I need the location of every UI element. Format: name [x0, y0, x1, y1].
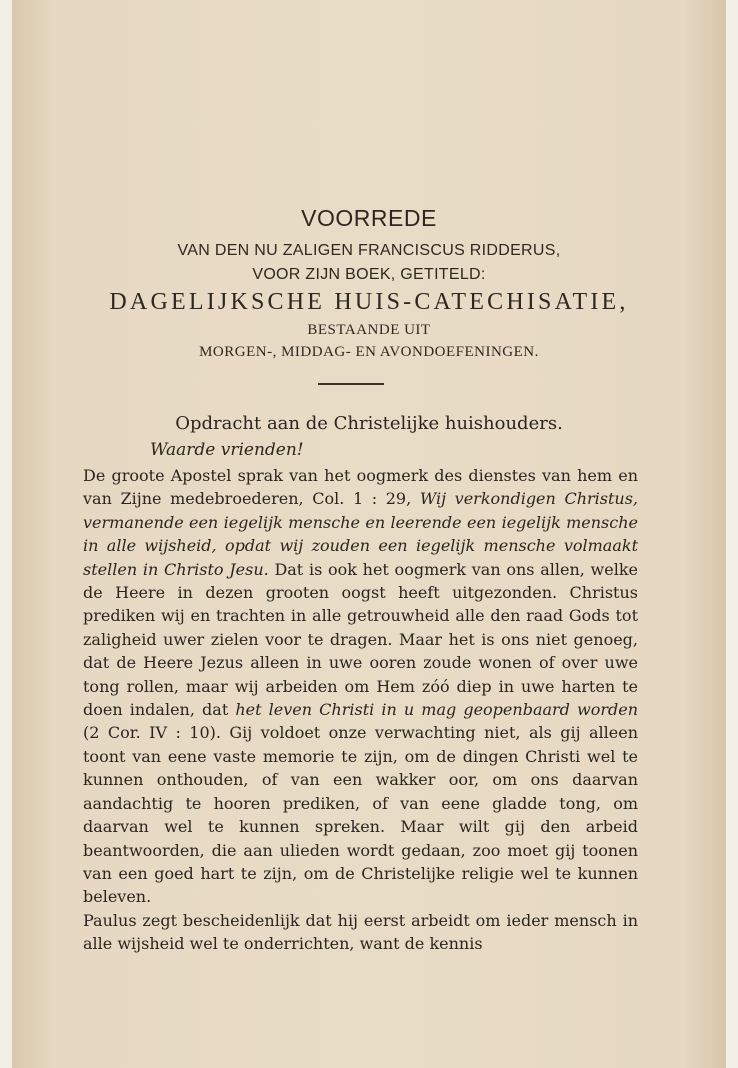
p1-part-a: De groote Apostel sprak van het oogmerk des dienstes van hem en van Zijne medebroederen, Col. 1 : 29, — [83, 466, 638, 509]
salutation: Waarde vrienden! — [150, 440, 304, 460]
subtitle-exercises: MORGEN-, MIDDAG- EN AVONDOEFENINGEN. — [199, 344, 539, 360]
book-title: DAGELIJKSCHE HUIS-CATECHISATIE, — [109, 289, 629, 315]
body-text — [83, 464, 638, 956]
divider-rule — [318, 383, 384, 385]
page-title: VOORREDE — [301, 205, 437, 231]
p1-part-e: (2 Cor. IV : 10). Gij voldoet onze verwachting niet, als gij alleen toont van eene vaste memorie te zijn, om de dingen Christi wel te kunnen onthouden, of van een wakker oor, om ons daarvan aandachtig te hooren prediken, of van eene gladde tong, om daarvan wel te kunnen spreken. Maar wilt gij den arbeid beantwoorden, die aan ulieden wordt gedaan, zoo moet gij toonen van een goed hart te zijn, om de Christelijke religie wel te kunnen beleven. — [83, 723, 638, 907]
subtitle-book-intro: VOOR ZIJN BOEK, GETITELD: — [252, 266, 486, 283]
p1-quote-colossians: Wij verkondigen Christus, vermanende een iegelijk mensche en leerende een iegelijk mensche in alle wijsheid, opdat wij zouden een iegelijk mensche volmaakt stellen in Christo Jesu. — [83, 489, 639, 579]
subtitle-consisting: BESTAANDE UIT — [307, 322, 431, 338]
p1-quote-corinthians: het leven Christi in u mag geopenbaard worden — [235, 700, 639, 720]
subtitle-author: VAN DEN NU ZALIGEN FRANCISCUS RIDDERUS, — [177, 242, 561, 259]
dedication-heading: Opdracht aan de Christelijke huishouders. — [175, 413, 563, 434]
p1-part-c: Dat is ook het oogmerk van ons allen, welke de Heere in dezen grooten oogst heeft uitgezonden. Christus prediken wij en trachten in alle getrouwheid alle den raad Gods tot zaligheid uwer zielen voor te dragen. Maar het is ons niet genoeg, dat de Heere Jezus alleen in uwe ooren zoude wonen of over uwe tong rollen, maar wij arbeiden om Hem zóó diep in uwe harten te doen indalen, dat — [83, 559, 638, 720]
paragraph-2: Paulus zegt bescheidenlijk dat hij eerst arbeidt om ieder mensch in alle wijsheid wel te onderrichten, want de kennis — [83, 910, 638, 954]
paragraph-1 — [83, 464, 638, 909]
